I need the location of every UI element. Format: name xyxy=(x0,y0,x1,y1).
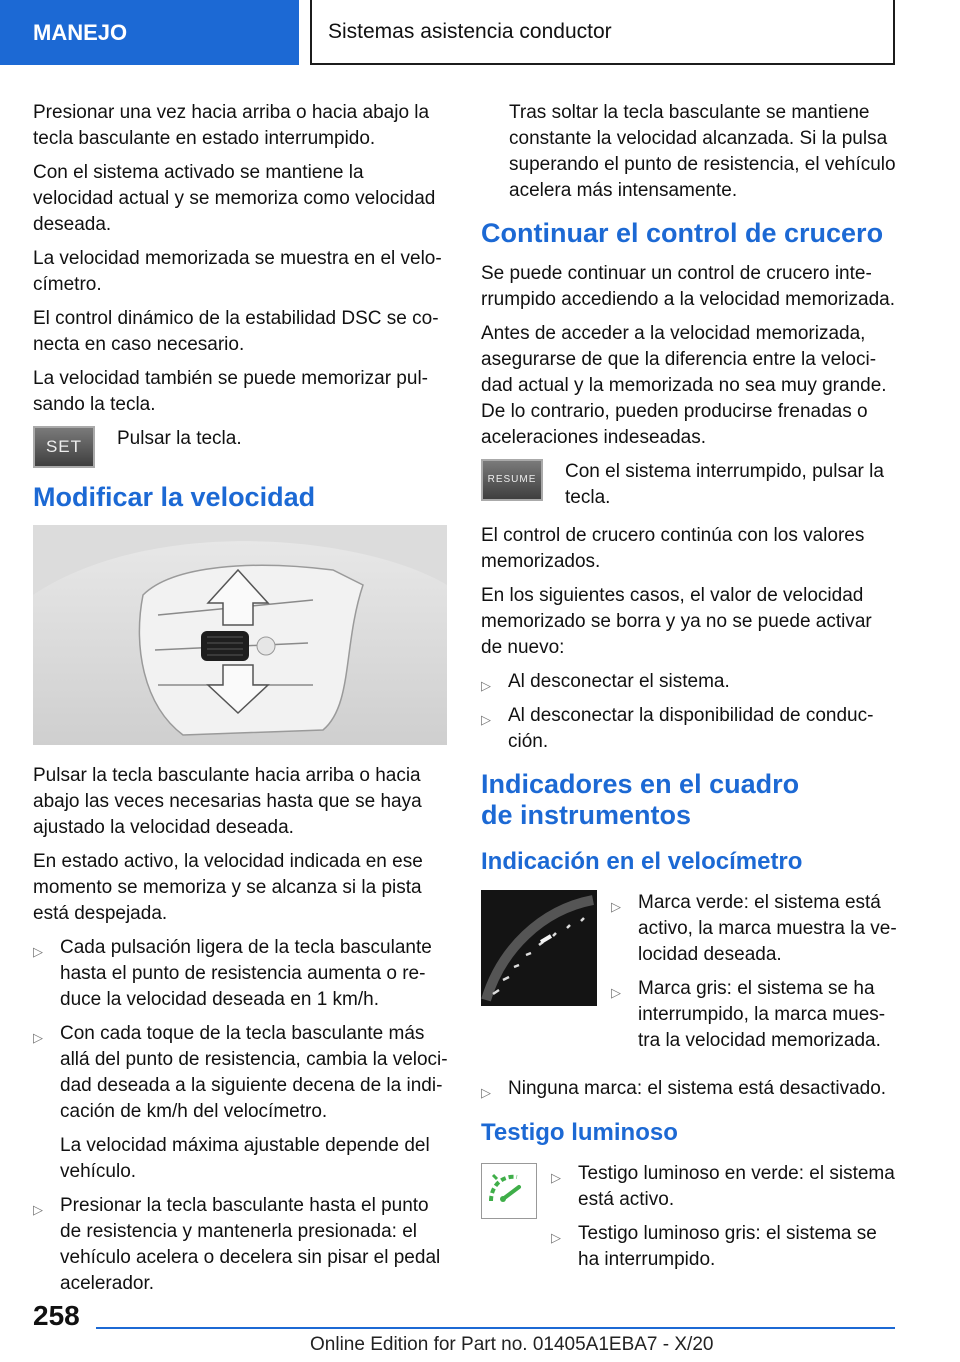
list-item xyxy=(611,976,897,1054)
heading-indicators xyxy=(481,769,897,831)
chapter-title xyxy=(310,0,895,65)
triangle-right-icon: ▷ xyxy=(33,1030,43,1045)
speedometer-icon xyxy=(481,890,597,1006)
paragraph: En estado activo, la velocidad indicada en ese momento se memoriza y se alcanza si la pista está despejada. xyxy=(33,851,423,924)
list-item xyxy=(481,669,897,695)
paragraph: La velocidad también se puede memorizar pulsando la tecla. xyxy=(33,368,428,415)
triangle-right-icon: ▷ xyxy=(481,678,491,693)
speedometer-figure-row xyxy=(481,890,897,1070)
list-item-text: Marca gris: el sistema se ha interrumpido, la marca muestra la velocidad memorizada. xyxy=(638,978,886,1051)
set-button-row xyxy=(33,426,449,468)
list-item xyxy=(481,703,897,755)
footer-divider xyxy=(96,1327,895,1329)
list-item xyxy=(551,1161,897,1213)
list-item-text: Con cada toque de la tecla basculante más allá del punto de resistencia, cambia la velocidad deseada a la siguiente decena de la indicación de km/h del velocímetro. xyxy=(60,1023,448,1122)
list-item-text: Testigo luminoso gris: el sistema se ha interrumpido. xyxy=(578,1223,877,1270)
list-item xyxy=(481,1076,897,1102)
list-item-text: Al desconectar la disponibilidad de conducción. xyxy=(508,705,874,752)
list-item-text: Al desconectar el sistema. xyxy=(508,671,730,692)
bullet-list xyxy=(481,669,897,755)
list-item-text: Marca verde: el sistema está activo, la marca muestra la velocidad deseada. xyxy=(638,892,897,965)
list-item xyxy=(33,1021,449,1185)
list-item xyxy=(611,890,897,968)
triangle-right-icon: ▷ xyxy=(481,712,491,727)
right-column xyxy=(481,100,897,1295)
paragraph: Se puede continuar un control de crucero interrumpido accediendo a la velocidad memorizada. xyxy=(481,263,896,310)
cruise-control-lamp-icon xyxy=(481,1163,537,1219)
section-label: MANEJO xyxy=(33,19,128,45)
bullet-list xyxy=(551,1161,897,1281)
paragraph: Con el sistema activado se mantiene la velocidad actual y se memoriza como velocidad deseada. xyxy=(33,162,436,235)
section-tab xyxy=(0,0,299,65)
heading-line: de instrumentos xyxy=(481,800,692,830)
list-item xyxy=(33,1193,449,1297)
paragraph: Pulsar la tecla basculante hacia arriba o hacia abajo las veces necesarias hasta que se haya ajustado la velocidad deseada. xyxy=(33,765,422,838)
list-item-note: La velocidad máxima ajustable depende del vehículo. xyxy=(60,1135,430,1182)
heading-continue-cruise: Continuar el control de crucero xyxy=(481,218,884,248)
triangle-right-icon: ▷ xyxy=(551,1230,561,1245)
paragraph: Antes de acceder a la velocidad memorizada, asegurarse de que la diferencia entre la velocidad actual y la memorizada no sea muy grande. De lo contrario, pueden producirse frenadas o aceleraciones indeseadas. xyxy=(481,323,887,448)
triangle-right-icon: ▷ xyxy=(611,899,621,914)
set-button-icon: SET xyxy=(33,426,95,468)
heading-modify-speed: Modificar la velocidad xyxy=(33,482,316,512)
list-item-text: Cada pulsación ligera de la tecla basculante hasta el punto de resistencia aumenta o reduce la velocidad deseada en 1 km/h. xyxy=(60,937,432,1010)
left-column xyxy=(33,100,449,1305)
steering-wheel-rocker-figure xyxy=(33,525,447,745)
paragraph: La velocidad memorizada se muestra en el velocímetro. xyxy=(33,248,442,295)
paragraph: Presionar una vez hacia arriba o hacia abajo la tecla basculante en estado interrumpido. xyxy=(33,102,430,149)
bullet-list xyxy=(481,1076,897,1102)
paragraph: Tras soltar la tecla basculante se mantiene constante la velocidad alcanzada. Si la pulsa superando el punto de resistencia, el vehículo acelera más intensamente. xyxy=(509,102,896,201)
bullet-list xyxy=(33,935,449,1297)
triangle-right-icon: ▷ xyxy=(481,1085,491,1100)
list-item-text: Ninguna marca: el sistema está desactivado. xyxy=(508,1078,887,1099)
heading-speedometer: Indicación en el velocímetro xyxy=(481,848,803,875)
list-item-text: Presionar la tecla basculante hasta el punto de resistencia y mantenerla presionada: el vehículo acelera o decelera sin pisar el pedal acelerador. xyxy=(60,1195,441,1294)
resume-button-text: Con el sistema interrumpido, pulsar la tecla. xyxy=(565,461,884,508)
set-button-text: Pulsar la tecla. xyxy=(117,428,242,449)
triangle-right-icon: ▷ xyxy=(611,985,621,1000)
footer-edition: Online Edition for Part no. 01405A1EBA7 - X/20 xyxy=(310,1334,714,1355)
lamp-figure-row xyxy=(481,1161,897,1289)
bullet-list xyxy=(611,890,897,1062)
list-item xyxy=(33,935,449,1013)
heading-warning-lamp: Testigo luminoso xyxy=(481,1119,678,1146)
page-number: 258 xyxy=(33,1300,80,1331)
heading-line: Indicadores en el cuadro xyxy=(481,769,800,799)
paragraph: El control de crucero continúa con los valores memorizados. xyxy=(481,525,865,572)
paragraph: El control dinámico de la estabilidad DSC se conecta en caso necesario. xyxy=(33,308,439,355)
resume-button-icon: RESUME xyxy=(481,459,543,501)
list-item-text: Testigo luminoso en verde: el sistema está activo. xyxy=(578,1163,895,1210)
triangle-right-icon: ▷ xyxy=(551,1170,561,1185)
resume-button-row xyxy=(481,459,897,511)
triangle-right-icon: ▷ xyxy=(33,1202,43,1217)
chapter-title-text: Sistemas asistencia conductor xyxy=(328,19,612,43)
paragraph: En los siguientes casos, el valor de velocidad memorizado se borra y ya no se puede activar de nuevo: xyxy=(481,585,872,658)
list-item xyxy=(551,1221,897,1273)
triangle-right-icon: ▷ xyxy=(33,944,43,959)
